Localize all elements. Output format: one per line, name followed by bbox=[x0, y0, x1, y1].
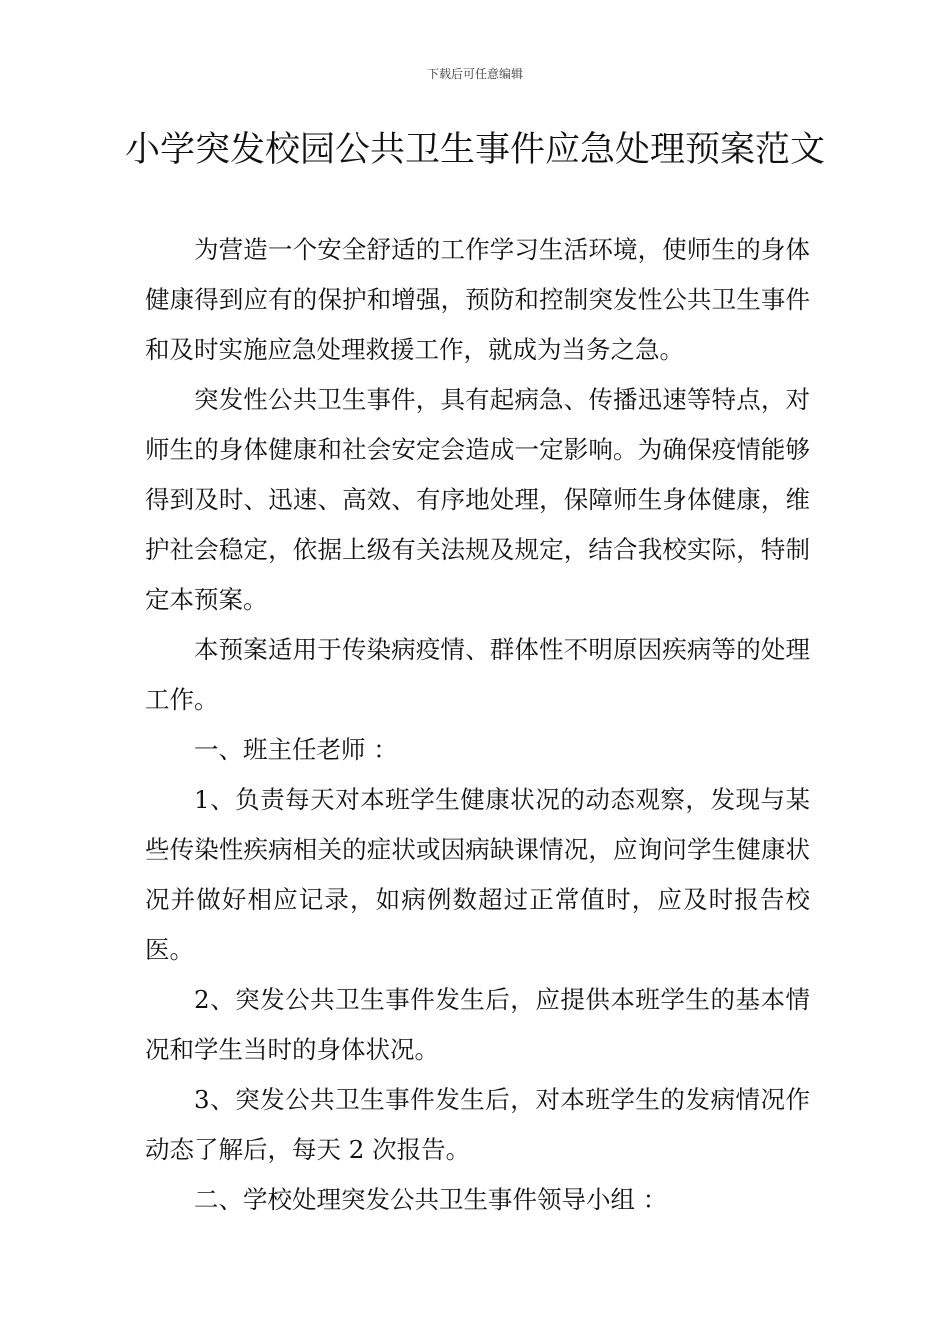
header-note: 下载后可任意编辑 bbox=[426, 67, 523, 81]
paragraph-scope: 本预案适用于传染病疫情、群体性不明原因疾病等的处理工作。 bbox=[145, 635, 810, 714]
section-heading-class-teacher: 一、班主任老师 ： bbox=[194, 735, 398, 764]
document-body bbox=[145, 225, 810, 1225]
paragraph-item-1: 1、负责每天对本班学生健康状况的动态观察，发现与某些传染性疾病相关的症状或因病缺课情况，应询问学生健康状况并做好相应记录，如病例数超过正常值时，应及时报告校医。 bbox=[145, 785, 810, 964]
paragraph-background: 突发性公共卫生事件，具有起病急、传播迅速等特点，对师生的身体健康和社会安定会造成一定影响。为确保疫情能够得到及时、迅速、高效、有序地处理，保障师生身体健康，维护社会稳定，依据上级有关法规及规定，结合我校实际，特制定本预案。 bbox=[145, 385, 810, 614]
section-heading-leadership-group: 二、学校处理突发公共卫生事件领导小组 ： bbox=[194, 1185, 668, 1214]
paragraph-item-3: 3、突发公共卫生事件发生后，对本班学生的发病情况作动态了解后，每天 2 次报告。 bbox=[145, 1085, 810, 1164]
document-title: 小学突发校园公共卫生事件应急处理预案范文 bbox=[124, 130, 825, 170]
paragraph-intro: 为营造一个安全舒适的工作学习生活环境，使师生的身体健康得到应有的保护和增强，预防和控制突发性公共卫生事件和及时实施应急处理救援工作，就成为当务之急。 bbox=[145, 235, 810, 364]
paragraph-item-2: 2、突发公共卫生事件发生后，应提供本班学生的基本情况和学生当时的身体状况。 bbox=[145, 985, 810, 1064]
